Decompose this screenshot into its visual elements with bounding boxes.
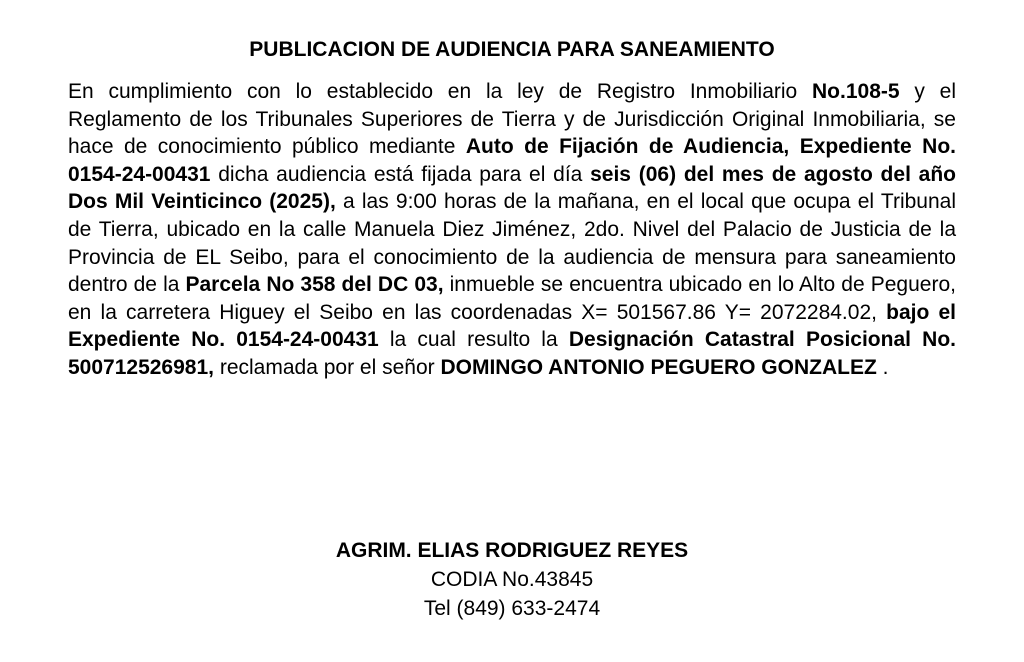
signature-name: AGRIM. ELIAS RODRIGUEZ REYES bbox=[335, 539, 689, 562]
paragraph-segment-bold: seis (06) del mes de agosto del año Dos Mil Veinticinco (2025), bbox=[68, 162, 956, 214]
document-title: PUBLICACION DE AUDIENCIA PARA SANEAMIENTO bbox=[249, 38, 775, 61]
paragraph-segment-bold: bajo el Expediente No. 0154-24-00431 bbox=[68, 300, 956, 352]
paragraph-segment-bold: Parcela No 358 del DC 03, bbox=[185, 273, 444, 297]
paragraph-segment: inmueble se encuentra ubicado en lo Alto de Peguero, en la carretera Higuey el Seibo en las coordenadas X= 501567.86 Y= 2072284.02, bbox=[68, 273, 956, 324]
signature-block bbox=[0, 536, 1024, 623]
paragraph-segment-bold: No.108-5 bbox=[812, 80, 900, 103]
paragraph-segment: . bbox=[876, 355, 889, 379]
paragraph-segment: dicha audiencia está fijada para el día bbox=[210, 162, 591, 186]
paragraph-segment: y el Reglamento de los Tribunales Superiores de Tierra y de Jurisdicción Original Inmobiliaria, se hace de conocimiento público mediante bbox=[68, 80, 956, 159]
paragraph-segment-bold: DOMINGO ANTONIO PEGUERO GONZALEZ bbox=[440, 355, 877, 379]
document-body-paragraph bbox=[68, 78, 956, 382]
paragraph-segment: a las 9:00 horas de la mañana, en el local que ocupa el Tribunal de Tierra, ubicado en la calle Manuela Diez Jiménez, 2do. Nivel del Palacio de Justicia de la Provincia de EL Seibo, para el conocimiento de la audiencia de mensura para saneamiento dentro de la bbox=[68, 190, 956, 297]
paragraph-segment: En cumplimiento con lo establecido en la ley de Registro Inmobiliario bbox=[68, 80, 813, 103]
paragraph-segment-bold: Designación Catastral Posicional No. 500712526981, bbox=[68, 328, 956, 379]
paragraph-segment: reclamada por el señor bbox=[214, 355, 441, 379]
signature-phone: Tel (849) 633-2474 bbox=[423, 597, 601, 620]
paragraph-segment-bold: Auto de Fijación de Audiencia, Expediente No. 0154-24-00431 bbox=[68, 135, 957, 186]
paragraph-segment: la cual resulto la bbox=[378, 328, 569, 352]
signature-codia: CODIA No.43845 bbox=[430, 568, 594, 591]
